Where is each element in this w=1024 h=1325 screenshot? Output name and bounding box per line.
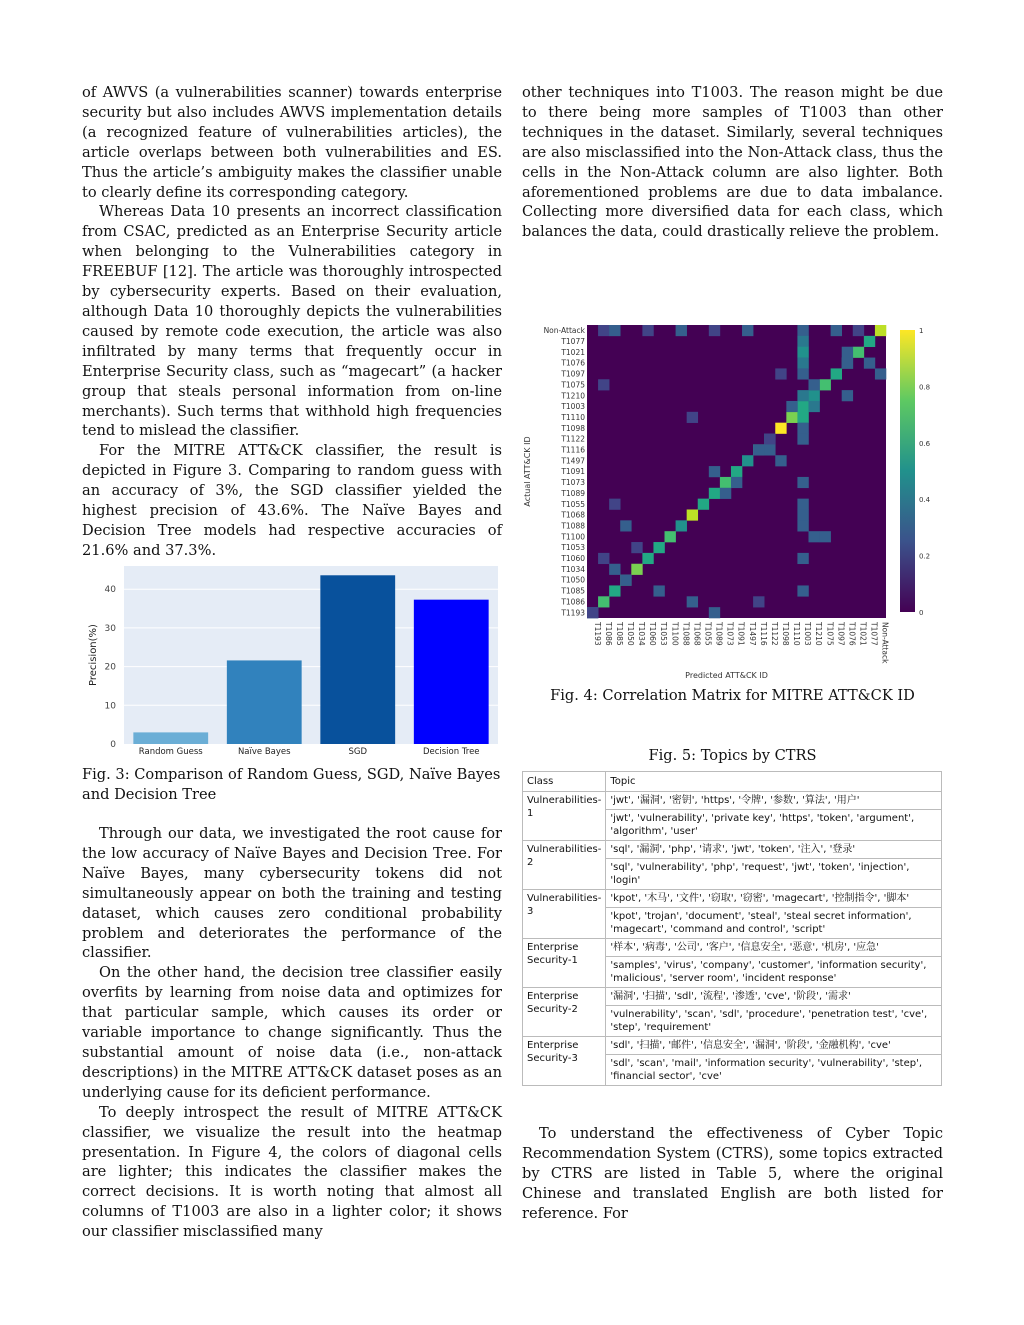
- x-tick-label: T1497: [747, 622, 757, 646]
- heatmap-cell: [786, 401, 797, 412]
- class-cell: Enterprise Security-1: [523, 939, 606, 988]
- y-tick-label: T1110: [561, 412, 585, 422]
- y-tick-label: T1086: [561, 597, 585, 607]
- heatmap-cell: [797, 553, 808, 564]
- heatmap-cell: [875, 325, 886, 336]
- y-tick-label: T1053: [561, 543, 585, 553]
- heatmap-cell: [853, 325, 864, 336]
- heatmap-cell: [676, 520, 687, 531]
- y-tick-label: T1097: [561, 369, 585, 379]
- heatmap-cell: [808, 379, 819, 390]
- topic-chinese-cell: '漏洞', '扫描', 'sdl', '流程', '渗透', 'cve', '阶段', '需求': [606, 988, 942, 1006]
- x-tick-label: T1077: [869, 622, 879, 646]
- heatmap-cell: [598, 596, 609, 607]
- x-tick-label: T1021: [858, 622, 868, 646]
- heatmap-cell: [797, 477, 808, 488]
- table-header: Topic: [606, 772, 942, 792]
- heatmap-cell: [775, 455, 786, 466]
- heatmap-cell: [797, 434, 808, 445]
- table-row: [523, 1037, 942, 1055]
- colorbar-tick-label: 0: [919, 609, 924, 617]
- heatmap-cell: [609, 585, 620, 596]
- y-tick-label: T1073: [561, 478, 585, 488]
- paragraph: other techniques into T1003. The reason might be due to there being more samples of T1003 than other techniques in the dataset. Similarly, several techniques are also misclassified into the Non-Attack class, thus the cells in the Non-Attack column are also lighter. Both aforementioned problems are due to data imbalance. Collecting more diversified data for each class, which balances the data, could drastically relieve the problem.: [522, 84, 943, 241]
- heatmap-cell: [598, 379, 609, 390]
- y-tick-label: 0: [110, 740, 116, 750]
- heatmap-cell: [598, 553, 609, 564]
- y-tick-label: T1077: [561, 336, 585, 346]
- heatmap-cell: [831, 325, 842, 336]
- x-tick-label: T1098: [781, 622, 791, 646]
- heatmap-cell: [820, 379, 831, 390]
- topic-chinese-cell: '样本', '病毒', '公司', '客户', '信息安全', '恶意', '机房', '应急': [606, 939, 942, 957]
- colorbar-tick-label: 1: [919, 327, 924, 335]
- heatmap-cell: [797, 325, 808, 336]
- y-tick-label: T1098: [561, 423, 585, 433]
- x-tick-label: T1110: [792, 622, 802, 646]
- x-tick-label: Naïve Bayes: [237, 747, 291, 757]
- heatmap-cell: [731, 466, 742, 477]
- table-row: [523, 841, 942, 859]
- y-tick-label: 10: [104, 701, 116, 712]
- heatmap-cell: [808, 531, 819, 542]
- paragraph: For the MITRE ATT&CK classifier, the result is depicted in Figure 3. Comparing to random guess with an accuracy of 3%, the SGD classifier yielded the highest precision of 43.6%. The Naïve Bayes and Decision Tree models had respective accuracies of 21.6% and 37.3%.: [82, 442, 502, 559]
- x-tick-label: T1097: [836, 622, 846, 646]
- heatmap-cell: [775, 423, 786, 434]
- y-tick-label: T1210: [561, 391, 585, 401]
- bar: [414, 600, 489, 744]
- paragraph: To deeply introspect the result of MITRE ATT&CK classifier, we visualize the result into the heatmap presentation. In Figure 4, the colors of diagonal cells are lighter; this indicates the classifier makes the correct decisions. It is worth noting that almost all columns of T1003 are also in a lighter color; it shows our classifier misclassified many: [82, 1103, 502, 1241]
- heatmap-cell: [587, 607, 598, 618]
- heatmap-cell: [820, 531, 831, 542]
- y-tick-label: T1085: [561, 586, 585, 596]
- left-column: [82, 83, 502, 561]
- heatmap-cell: [709, 325, 720, 336]
- class-cell: Vulnerabilities-1: [523, 792, 606, 841]
- heatmap-cell: [875, 368, 886, 379]
- topic-chinese-cell: 'jwt', '漏洞', '密钥', 'https', '令牌', '参数', '算法', '用户': [606, 792, 942, 810]
- heatmap-cell: [797, 585, 808, 596]
- y-tick-label: 40: [104, 585, 116, 596]
- y-tick-label: T1055: [561, 499, 585, 509]
- y-tick-label: T1068: [561, 510, 585, 520]
- y-tick-label: T1060: [561, 554, 585, 564]
- heatmap-cell: [631, 542, 642, 553]
- heatmap-cell: [731, 477, 742, 488]
- x-tick-label: T1085: [614, 622, 624, 646]
- heatmap-cell: [631, 564, 642, 575]
- x-tick-label: SGD: [348, 747, 368, 757]
- x-tick-label: T1116: [758, 622, 768, 646]
- heatmap-cell: [742, 455, 753, 466]
- y-tick-label: T1088: [561, 521, 585, 531]
- heatmap-cell: [797, 423, 808, 434]
- y-tick-label: T1497: [561, 456, 585, 466]
- heatmap-cell: [797, 499, 808, 510]
- x-tick-label: T1193: [592, 622, 602, 646]
- bar: [133, 732, 208, 744]
- x-tick-label: T1075: [825, 622, 835, 646]
- heatmap-cell: [753, 444, 764, 455]
- y-tick-label: Non-Attack: [543, 326, 585, 336]
- heatmap-cell: [764, 434, 775, 445]
- heatmap-cell: [698, 499, 709, 510]
- heatmap-cell: [665, 531, 676, 542]
- y-tick-label: T1193: [561, 608, 585, 618]
- heatmap-cell: [797, 390, 808, 401]
- x-tick-label: T1088: [681, 622, 691, 646]
- topics-table: [522, 771, 942, 1086]
- heatmap-cell: [676, 325, 687, 336]
- colorbar-tick-label: 0.4: [919, 496, 931, 505]
- y-tick-label: T1122: [561, 434, 585, 444]
- class-cell: Enterprise Security-2: [523, 988, 606, 1037]
- figure-5-caption: Fig. 5: Topics by CTRS: [648, 747, 817, 764]
- y-tick-label: T1003: [561, 402, 585, 412]
- x-tick-label: T1210: [814, 622, 824, 646]
- y-tick-label: T1021: [561, 347, 585, 357]
- paragraph: Whereas Data 10 presents an incorrect classification from CSAC, predicted as an Enterprise Security article when belonging to the Vulnerabilities category in FREEBUF [12]. The article was thoroughly introspected by cybersecurity experts. Based on their evaluation, although Data 10 thoroughly depicts the vulnerabilities caused by remote code execution, the article was also infiltrated by many terms that frequently occur in Enterprise Security class, such as “magecart” (a hacker group that steals personal information from on-line merchants). Such terms that withhold high frequencies tend to mislead the classifier.: [82, 203, 502, 440]
- heatmap-cell: [797, 509, 808, 520]
- heatmap-cell: [797, 520, 808, 531]
- heatmap-cell: [808, 390, 819, 401]
- heatmap-cell: [742, 325, 753, 336]
- figure-3-bar-chart: [82, 560, 502, 760]
- x-tick-label: T1122: [769, 622, 779, 646]
- colorbar-tick-label: 0.8: [919, 383, 931, 392]
- colorbar: [900, 330, 915, 612]
- x-axis-label: Predicted ATT&CK ID: [685, 671, 768, 680]
- right-column: [522, 83, 943, 242]
- table-row: [523, 988, 942, 1006]
- y-tick-label: T1076: [561, 358, 585, 368]
- x-tick-label: T1060: [648, 622, 658, 646]
- heatmap-cell: [642, 325, 653, 336]
- heatmap-cell: [864, 358, 875, 369]
- heatmap-cell: [609, 499, 620, 510]
- y-tick-label: 30: [104, 623, 116, 634]
- y-tick-label: T1089: [561, 488, 585, 498]
- x-tick-label: T1034: [637, 622, 647, 646]
- y-tick-label: T1034: [561, 564, 585, 574]
- table-header: Class: [523, 772, 606, 792]
- colorbar-tick-label: 0.2: [919, 552, 931, 561]
- heatmap-cell: [831, 368, 842, 379]
- y-tick-label: T1091: [561, 467, 585, 477]
- paragraph: To understand the effectiveness of Cyber Topic Recommendation System (CTRS), some topics extracted by CTRS are listed in Table 5, where the original Chinese and translated English are both listed for reference. For: [522, 1125, 943, 1222]
- heatmap-cell: [764, 444, 775, 455]
- topic-chinese-cell: 'kpot', '木马', '文件', '窃取', '窃密', 'magecart', '控制指令', '脚本': [606, 890, 942, 908]
- heatmap-cell: [720, 477, 731, 488]
- x-tick-label: T1053: [659, 622, 669, 646]
- x-tick-label: T1003: [803, 622, 813, 646]
- x-tick-label: T1076: [847, 622, 857, 646]
- figure-4-caption: Fig. 4: Correlation Matrix for MITRE ATT&CK ID: [550, 687, 915, 704]
- table-body: [523, 792, 942, 1086]
- heatmap-cell: [775, 368, 786, 379]
- figure-3-caption: Fig. 3: Comparison of Random Guess, SGD, Naïve Bayes and Decision Tree: [82, 766, 501, 803]
- heatmap-cell: [598, 325, 609, 336]
- heatmap-cell: [687, 509, 698, 520]
- heatmap-cell: [620, 520, 631, 531]
- paragraph: On the other hand, the decision tree classifier easily overfits by learning from noise data and optimizes for that particular sample, which causes its order or variable importance to change significantly. Thus the substantial amount of noise data (i.e., non-attack descriptions) in the MITRE ATT&CK dataset poses as an underlying cause for its deficient performance.: [82, 964, 502, 1101]
- x-tick-label: Non-Attack: [880, 622, 890, 664]
- x-tick-label: T1100: [670, 622, 680, 646]
- x-tick-label: T1073: [725, 622, 735, 646]
- topic-english-cell: 'sdl', 'scan', 'mail', 'information security', 'vulnerability', 'step', 'financial sector', 'cve': [606, 1055, 942, 1086]
- x-tick-label: T1089: [714, 622, 724, 646]
- bar-chart-svg: [82, 560, 502, 760]
- heatmap-cell: [609, 564, 620, 575]
- topic-english-cell: 'sql', 'vulnerability', 'php', 'request', 'jwt', 'token', 'injection', 'login': [606, 859, 942, 890]
- bar: [227, 660, 302, 744]
- paragraph: Through our data, we investigated the root cause for the low accuracy of Naïve Bayes and Decision Tree. For Naïve Bayes, many cybersecurity tokens did not simultaneously appear on both the training and testing dataset, which causes zero conditional probability problem and deteriorates the performance of the classifier.: [82, 825, 502, 962]
- x-tick-label: Decision Tree: [422, 747, 480, 757]
- heatmap-cell: [753, 596, 764, 607]
- heatmap-cell: [808, 401, 819, 412]
- y-tick-label: T1075: [561, 380, 585, 390]
- x-tick-label: T1050: [625, 622, 635, 646]
- y-axis-label: Actual ATT&CK ID: [523, 436, 532, 507]
- x-tick-label: Random Guess: [138, 747, 203, 757]
- right-column-lower: [522, 1124, 943, 1224]
- heatmap-cell: [709, 488, 720, 499]
- heatmap-svg: [522, 318, 943, 682]
- class-cell: Vulnerabilities-3: [523, 890, 606, 939]
- heatmap-cell: [797, 347, 808, 358]
- class-cell: Vulnerabilities-2: [523, 841, 606, 890]
- topic-english-cell: 'jwt', 'vulnerability', 'private key', 'https', 'token', 'argument', 'algorithm', 'user': [606, 810, 942, 841]
- heatmap-cell: [653, 542, 664, 553]
- topic-chinese-cell: 'sdl', '扫描', '邮件', '信息安全', '漏洞', '阶段', '金融机构', 'cve': [606, 1037, 942, 1055]
- left-column-lower: [82, 824, 502, 1242]
- x-tick-label: T1055: [703, 622, 713, 646]
- topic-english-cell: 'vulnerability', 'scan', 'sdl', 'procedure', 'penetration test', 'cve', 'step', 'requirement': [606, 1006, 942, 1037]
- table-row: [523, 792, 942, 810]
- y-tick-label: 20: [104, 662, 116, 673]
- heatmap-cell: [687, 412, 698, 423]
- table-row: [523, 939, 942, 957]
- x-tick-label: T1086: [603, 622, 613, 646]
- paragraph: of AWVS (a vulnerabilities scanner) towards enterprise security but also includes AWVS implementation details (a recognized feature of vulnerabilities articles), the article overlaps between both vulnerabilities and ES. Thus the article’s ambiguity makes the classifier unable to clearly define its corresponding category.: [82, 84, 502, 201]
- heatmap-cell: [709, 466, 720, 477]
- table-header-row: [523, 772, 942, 792]
- y-tick-label: T1100: [561, 532, 585, 542]
- heatmap-cell: [609, 325, 620, 336]
- heatmap-cell: [853, 347, 864, 358]
- x-tick-label: T1068: [692, 622, 702, 646]
- heatmap-cell: [797, 401, 808, 412]
- topic-english-cell: 'kpot', 'trojan', 'document', 'steal', 'steal secret information', 'magecart', 'command and control', 'script': [606, 908, 942, 939]
- colorbar-tick-label: 0.6: [919, 439, 931, 448]
- heatmap-cell: [797, 368, 808, 379]
- class-cell: Enterprise Security-3: [523, 1037, 606, 1086]
- heatmap-cell: [720, 488, 731, 499]
- table-row: [523, 890, 942, 908]
- bar: [320, 575, 395, 744]
- heatmap-cell: [653, 585, 664, 596]
- y-tick-label: T1116: [561, 445, 585, 455]
- heatmap-cell: [797, 358, 808, 369]
- heatmap-cell: [786, 412, 797, 423]
- heatmap-cell: [620, 575, 631, 586]
- topic-english-cell: 'samples', 'virus', 'company', 'customer', 'information security', 'malicious', 'server room', 'incident response': [606, 957, 942, 988]
- heatmap-cell: [687, 596, 698, 607]
- heatmap-cell: [842, 390, 853, 401]
- figure-4-heatmap: [522, 318, 943, 682]
- heatmap-cell: [642, 553, 653, 564]
- heatmap-cell: [864, 336, 875, 347]
- heatmap-cell: [797, 336, 808, 347]
- heatmap-cell: [709, 607, 720, 618]
- x-tick-label: T1091: [736, 622, 746, 646]
- heatmap-cell: [797, 412, 808, 423]
- heatmap-cell: [842, 347, 853, 358]
- y-tick-label: T1050: [561, 575, 585, 585]
- heatmap-cell: [842, 358, 853, 369]
- topic-chinese-cell: 'sql', '漏洞', 'php', '请求', 'jwt', 'token', '注入', '登录': [606, 841, 942, 859]
- y-axis-label: Precision(%): [88, 624, 99, 686]
